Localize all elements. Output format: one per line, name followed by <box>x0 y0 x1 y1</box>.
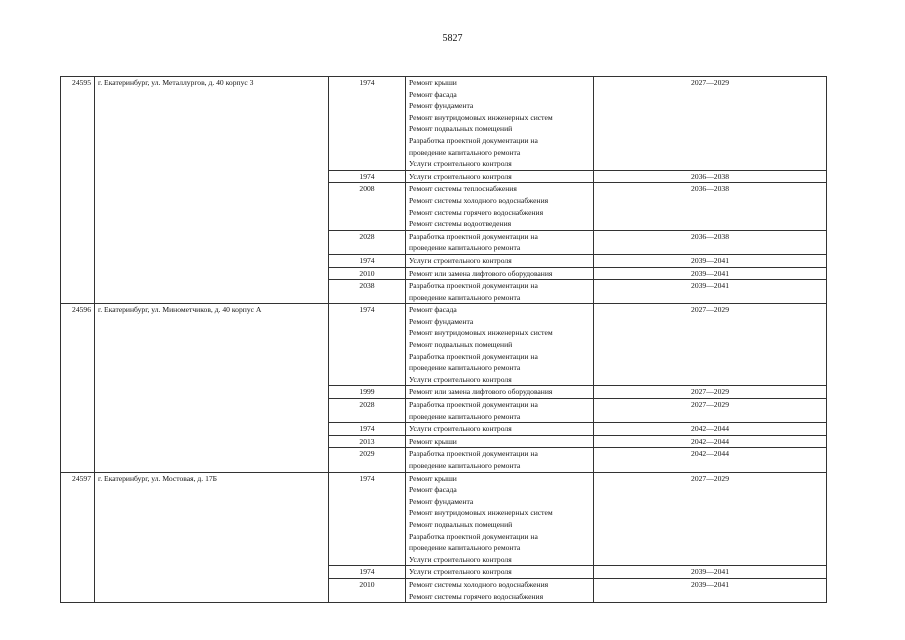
work-item: Ремонт системы горячего водоснабжения <box>409 591 544 601</box>
repair-works <box>406 280 594 304</box>
commission-year: 1974 <box>329 423 406 436</box>
work-item: проведение капитального ремонта <box>409 411 521 421</box>
work-item: Ремонт системы теплоснабжения <box>409 184 517 194</box>
work-item: Разработка проектной документации на <box>409 449 538 459</box>
work-item: проведение капитального ремонта <box>409 543 521 553</box>
repair-works <box>406 170 594 183</box>
work-item: Разработка проектной документации на <box>409 231 538 241</box>
work-item: Ремонт крыши <box>409 78 457 87</box>
work-item: Ремонт системы холодного водоснабжения <box>409 579 549 589</box>
repair-works <box>406 578 594 602</box>
repair-works <box>406 267 594 280</box>
planned-period: 2027—2029 <box>594 304 827 386</box>
work-item: Ремонт фасада <box>409 305 457 315</box>
repair-works <box>406 77 594 171</box>
record-address: г. Екатеринбург, ул. Мостовая, д. 17Б <box>95 472 329 603</box>
capital-repair-table <box>60 76 827 603</box>
page-number: 5827 <box>442 33 463 44</box>
work-item: Разработка проектной документации на <box>409 135 538 145</box>
work-item: Разработка проектной документации на <box>409 351 538 361</box>
record-number: 24596 <box>61 304 95 472</box>
planned-period: 2027—2029 <box>594 386 827 399</box>
repair-works <box>406 230 594 254</box>
repair-works <box>406 472 594 566</box>
planned-period: 2039—2041 <box>594 254 827 267</box>
work-item: Услуги строительного контроля <box>409 171 512 181</box>
work-item: Разработка проектной документации на <box>409 400 538 410</box>
record-address: г. Екатеринбург, ул. Металлургов, д. 40 корпус 3 <box>95 77 329 304</box>
work-item: Ремонт подвальных помещений <box>409 340 513 350</box>
work-item: проведение капитального ремонта <box>409 292 521 302</box>
commission-year: 2038 <box>329 280 406 304</box>
repair-works <box>406 254 594 267</box>
planned-period: 2039—2041 <box>594 566 827 579</box>
commission-year: 2028 <box>329 230 406 254</box>
table-row <box>61 77 827 171</box>
work-item: Услуги строительного контроля <box>409 424 512 434</box>
commission-year: 1974 <box>329 170 406 183</box>
work-item: Ремонт подвальных помещений <box>409 519 513 529</box>
work-item: Разработка проектной документации на <box>409 531 538 541</box>
work-item: Ремонт фундамента <box>409 316 474 326</box>
work-item: Услуги строительного контроля <box>409 567 512 577</box>
work-item: Ремонт крыши <box>409 436 457 446</box>
repair-works <box>406 566 594 579</box>
work-item: Услуги строительного контроля <box>409 255 512 265</box>
work-item: Услуги строительного контроля <box>409 374 512 384</box>
repair-works <box>406 423 594 436</box>
work-item: Разработка проектной документации на <box>409 281 538 291</box>
table-body <box>61 77 827 603</box>
work-item: Ремонт подвальных помещений <box>409 124 513 134</box>
commission-year: 2013 <box>329 435 406 448</box>
work-item: Ремонт фундамента <box>409 496 474 506</box>
planned-period: 2036—2038 <box>594 183 827 230</box>
repair-works <box>406 435 594 448</box>
work-item: Ремонт системы горячего водоснабжения <box>409 207 544 217</box>
work-item: проведение капитального ремонта <box>409 147 521 157</box>
work-item: проведение капитального ремонта <box>409 461 521 470</box>
work-item: Ремонт внутридомовых инженерных систем <box>409 328 553 338</box>
work-item: проведение капитального ремонта <box>409 243 521 253</box>
planned-period: 2039—2041 <box>594 267 827 280</box>
work-item: Ремонт или замена лифтового оборудования <box>409 268 553 278</box>
planned-period: 2042—2044 <box>594 448 827 472</box>
repair-works <box>406 386 594 399</box>
work-item: Ремонт системы водоотведения <box>409 219 512 229</box>
commission-year: 1999 <box>329 386 406 399</box>
planned-period: 2042—2044 <box>594 435 827 448</box>
work-item: Услуги строительного контроля <box>409 159 512 169</box>
commission-year: 2029 <box>329 448 406 472</box>
planned-period: 2036—2038 <box>594 230 827 254</box>
repair-works <box>406 448 594 472</box>
work-item: Ремонт фасада <box>409 485 457 495</box>
commission-year: 2008 <box>329 183 406 230</box>
planned-period: 2027—2029 <box>594 399 827 423</box>
repair-works <box>406 399 594 423</box>
work-item: Ремонт внутридомовых инженерных систем <box>409 508 553 518</box>
work-item: Ремонт фасада <box>409 89 457 99</box>
work-item: Ремонт фундамента <box>409 101 474 111</box>
planned-period: 2039—2041 <box>594 578 827 602</box>
commission-year: 2010 <box>329 267 406 280</box>
work-item: Ремонт или замена лифтового оборудования <box>409 387 553 397</box>
planned-period: 2042—2044 <box>594 423 827 436</box>
commission-year: 1974 <box>329 304 406 386</box>
table-row <box>61 472 827 566</box>
table-row <box>61 304 827 386</box>
planned-period: 2027—2029 <box>594 472 827 566</box>
record-address: г. Екатеринбург, ул. Минометчиков, д. 40 корпус А <box>95 304 329 472</box>
work-item: Ремонт крыши <box>409 473 457 483</box>
planned-period: 2027—2029 <box>594 77 827 171</box>
record-number: 24597 <box>61 472 95 603</box>
planned-period: 2036—2038 <box>594 170 827 183</box>
planned-period: 2039—2041 <box>594 280 827 304</box>
work-item: Ремонт системы холодного водоснабжения <box>409 195 549 205</box>
work-item: Услуги строительного контроля <box>409 554 512 564</box>
commission-year: 2010 <box>329 578 406 602</box>
record-number: 24595 <box>61 77 95 304</box>
repair-works <box>406 183 594 230</box>
commission-year: 1974 <box>329 254 406 267</box>
commission-year: 1974 <box>329 77 406 171</box>
commission-year: 2028 <box>329 399 406 423</box>
repair-works <box>406 304 594 386</box>
work-item: проведение капитального ремонта <box>409 363 521 373</box>
work-item: Ремонт внутридомовых инженерных систем <box>409 112 553 122</box>
commission-year: 1974 <box>329 566 406 579</box>
commission-year: 1974 <box>329 472 406 566</box>
